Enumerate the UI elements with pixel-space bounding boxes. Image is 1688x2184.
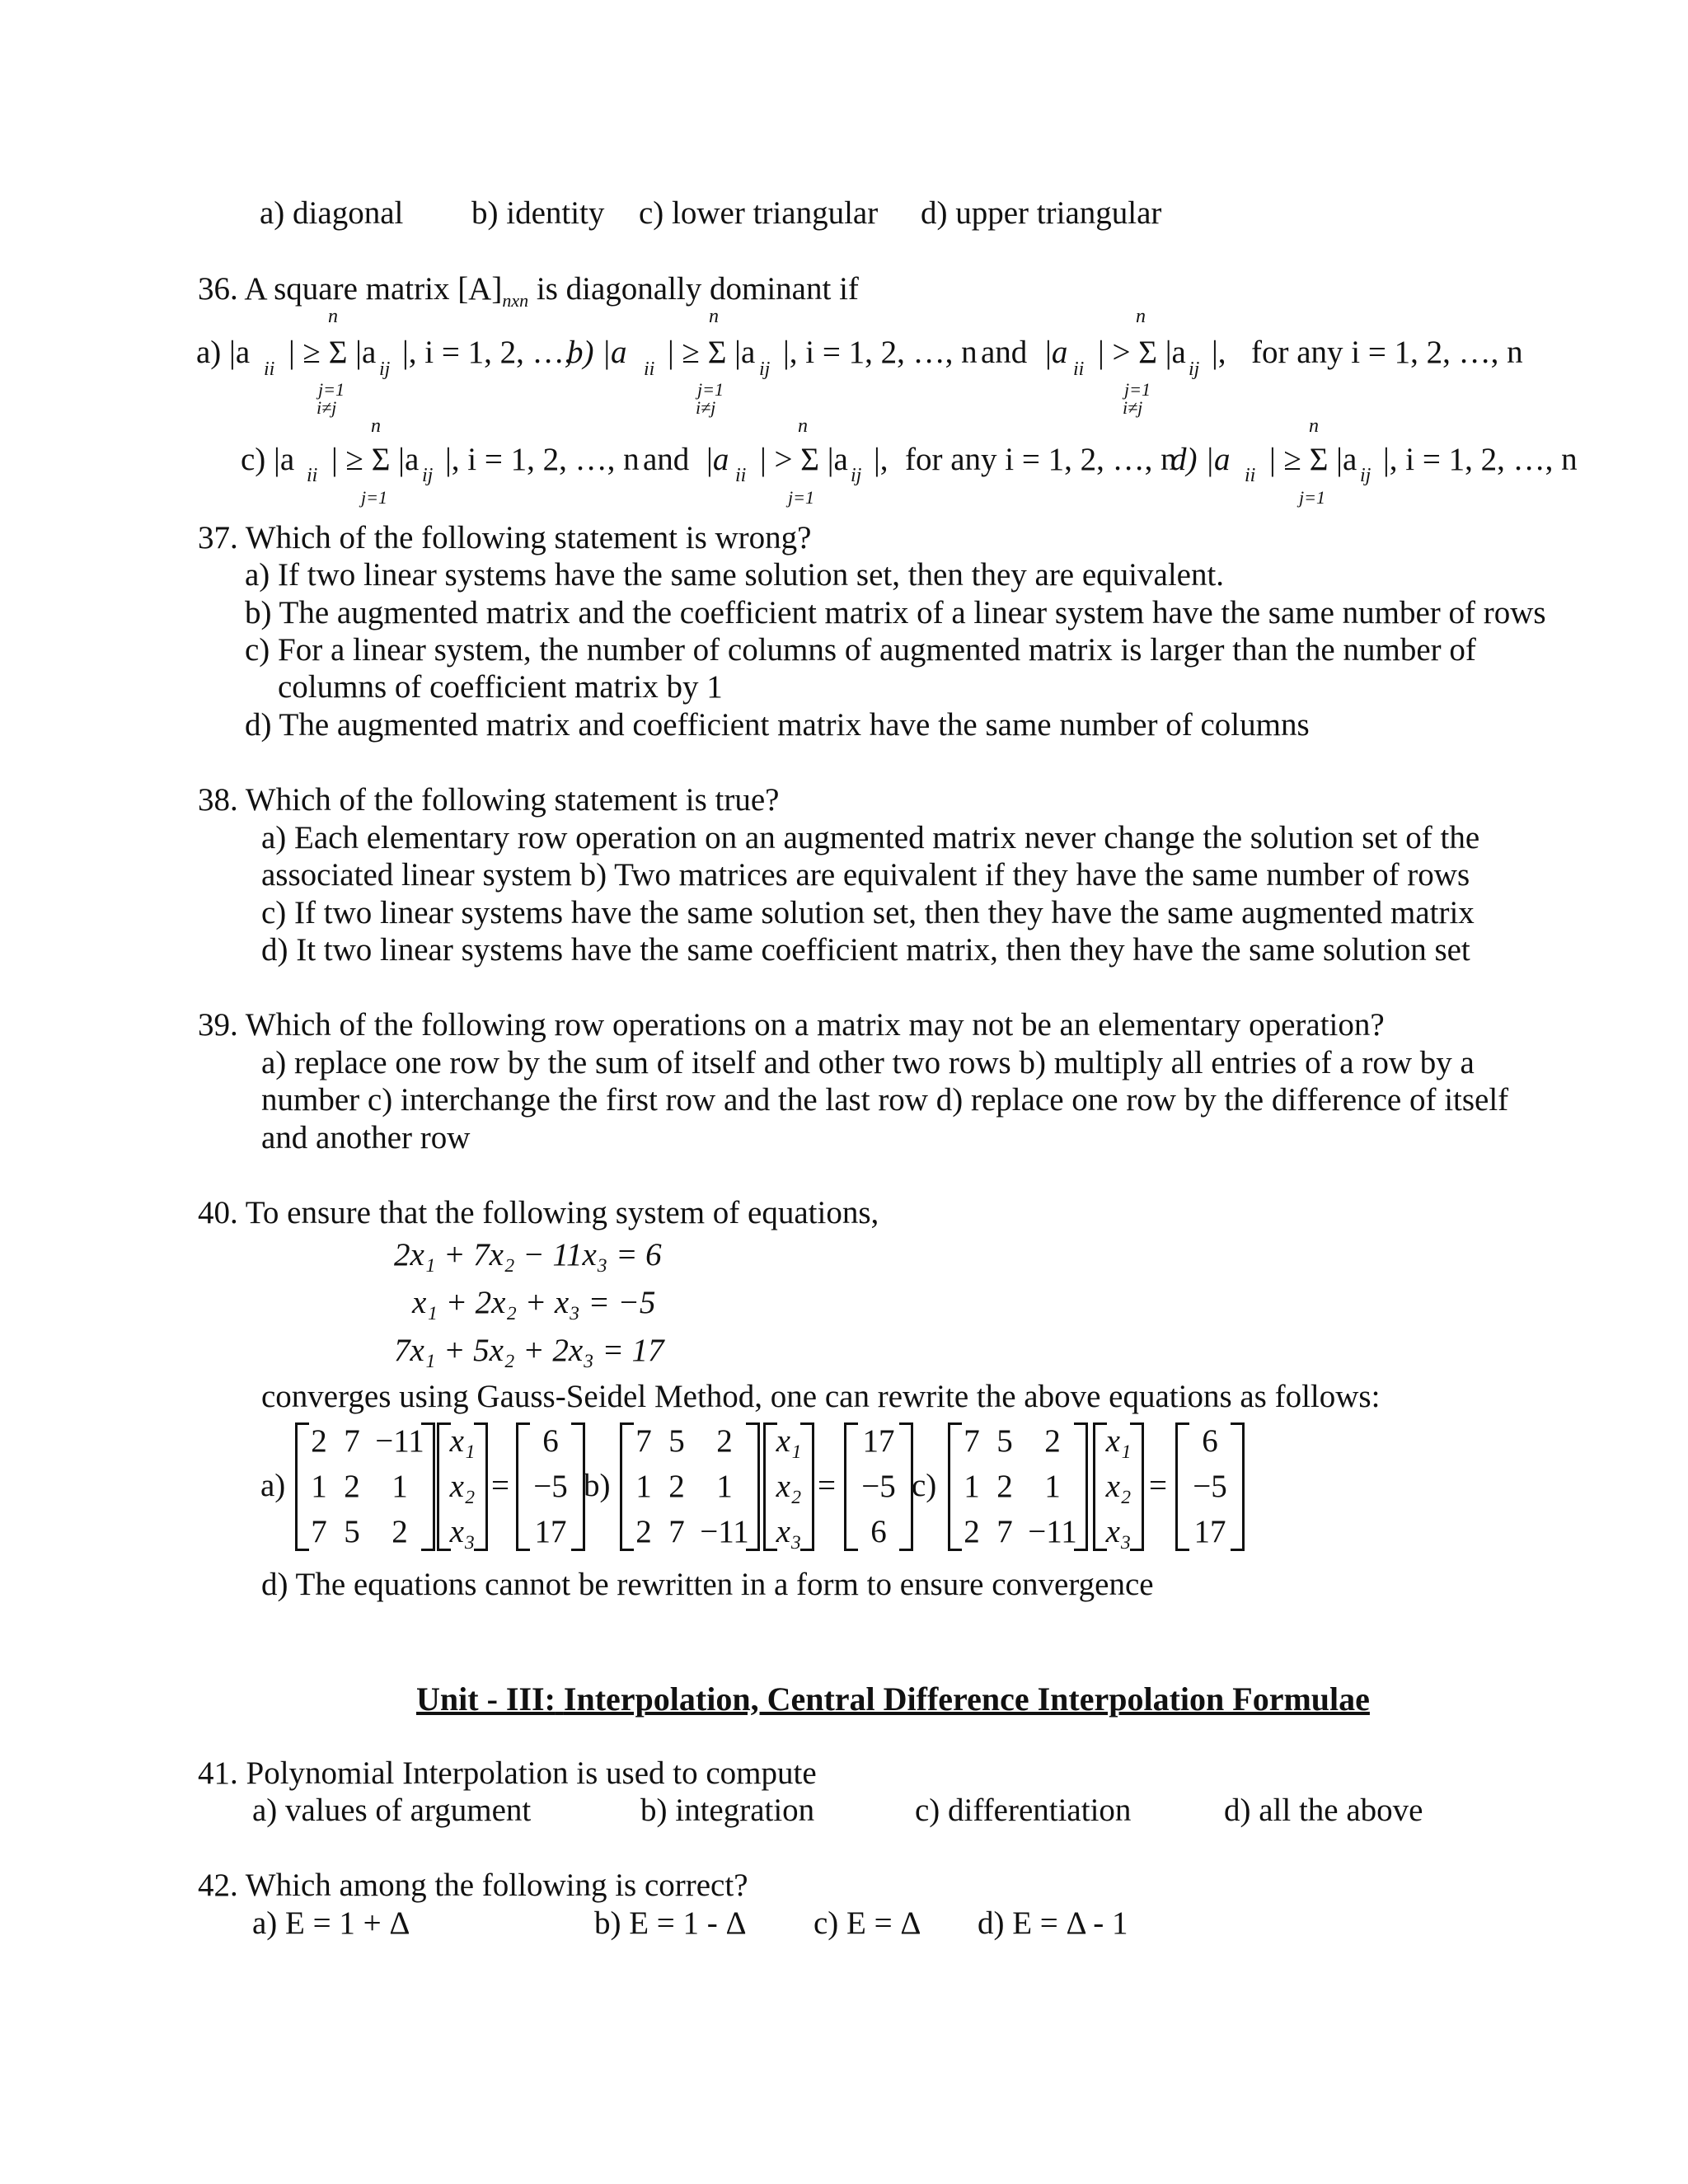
unit-heading-title: Interpolation, Central Difference Interpolation Formulae (563, 1680, 1370, 1718)
matrix-cell: 2 (635, 1514, 652, 1549)
matrix-cell: 2 (668, 1469, 685, 1504)
q36-opt-a-inej: i≠j (316, 397, 337, 418)
q40-c-x-vector (1093, 1422, 1144, 1551)
q42-option-a: a) E = 1 + Δ (252, 1905, 410, 1941)
matrix-cell: 2 (311, 1423, 327, 1459)
q36-opt-c-label: c) |a (241, 442, 295, 477)
q41-option-c: c) differentiation (915, 1793, 1132, 1828)
vector-cell: −5 (533, 1469, 568, 1504)
q36-stem-sub: nxn (502, 289, 529, 311)
matrix-cell: 1 (635, 1469, 652, 1504)
matrix-cell: −11 (1028, 1514, 1077, 1549)
q36-opt-d-label: d) |a (1170, 442, 1231, 477)
q36-opt-b-relation: | ≥ Σ |a (668, 335, 756, 370)
q36-opt-c-j1-2: j=1 (788, 487, 814, 508)
matrix-cell: 5 (344, 1514, 360, 1549)
q41-option-d: d) all the above (1224, 1793, 1423, 1828)
q36-opt-d-range: |, i = 1, 2, …, n (1383, 442, 1578, 477)
vector-cell: x₁ (776, 1423, 802, 1459)
matrix-cell: 5 (996, 1423, 1013, 1459)
q42-option-d: d) E = Δ - 1 (978, 1905, 1128, 1941)
q41-stem: 41. Polynomial Interpolation is used to compute (198, 1755, 817, 1791)
matrix-cell: 2 (716, 1423, 733, 1459)
q37-stem: 37. Which of the following statement is wrong? (198, 520, 812, 555)
q36-opt-b-inej-2: i≠j (1123, 397, 1143, 418)
q36-opt-d-n: n (1309, 415, 1319, 437)
q36-opt-b-range: |, i = 1, 2, …, n (783, 335, 978, 370)
q40-label-c: c) (912, 1468, 937, 1503)
q36-opt-a-sub-ij: ij (379, 359, 391, 380)
q36-opt-b-j1-2: j=1 (1124, 379, 1151, 400)
q40-a-equals: = (491, 1468, 509, 1503)
q40-label-b: b) (584, 1468, 611, 1503)
q39-stem: 39. Which of the following row operations on a matrix may not be an elementary operation? (198, 1007, 1385, 1043)
q40-b-rhs-vector (844, 1422, 913, 1551)
q40-a-rhs-vector (516, 1422, 585, 1551)
q42-stem: 42. Which among the following is correct? (198, 1868, 748, 1903)
q36-opt-c-n-2: n (798, 415, 808, 437)
q36-opt-a-sub-ii: ii (264, 359, 275, 380)
q40-options-matrices (260, 1419, 1464, 1559)
q36-opt-d-sub-ij: ij (1360, 465, 1372, 486)
q36-opt-a-range: |, i = 1, 2, …, (402, 335, 573, 370)
q35-option-c: c) lower triangular (639, 195, 879, 231)
q36-opt-c-j1: j=1 (361, 487, 387, 508)
q36-opt-b-n: n (709, 306, 719, 327)
q36-opt-c-comma: |, (874, 442, 889, 477)
q36-opt-c-n: n (371, 415, 381, 437)
matrix-cell: 7 (996, 1514, 1013, 1549)
q40-stem: 40. To ensure that the following system of equations, (198, 1195, 879, 1230)
q36-opt-b-comma: |, (1212, 335, 1226, 370)
vector-cell: x₁ (1105, 1423, 1132, 1459)
q36-options-cd: c) |a ii | ≥ Σ |a ij |, i = 1, 2, …, n n j=1 and |a ii | > Σ |a ij |, n j=1 for any i = 1, 2, …, n d) |a ii | ≥ Σ |a ij |, i = 1, 2, …, n n j=1 (241, 415, 1578, 508)
q40-b-x-vector (763, 1422, 814, 1551)
matrix-cell: 5 (668, 1423, 685, 1459)
q37-option-a: a) If two linear systems have the same solution set, then they are equivalent. (245, 557, 1225, 593)
matrix-cell: 1 (311, 1469, 327, 1504)
matrix-cell: 7 (964, 1423, 980, 1459)
q36-opt-d-relation: | ≥ Σ |a (1269, 442, 1357, 477)
matrix-cell: 2 (392, 1514, 408, 1549)
q36-opt-b-sub-ii: ii (644, 359, 655, 380)
q40-b-coeff-matrix (620, 1422, 760, 1551)
q36-opt-b-j1: j=1 (697, 379, 724, 400)
q40-a-x-vector (437, 1422, 488, 1551)
q36-opt-c-greater: | > Σ |a (760, 442, 848, 477)
q36-opt-a-relation: | ≥ Σ |a (288, 335, 377, 370)
matrix-cell: 7 (344, 1423, 360, 1459)
matrix-cell: 1 (964, 1469, 980, 1504)
q36-stem-pre: 36. A square matrix [A] (198, 271, 503, 307)
matrix-cell: 2 (344, 1469, 360, 1504)
matrix-cell: 1 (392, 1469, 408, 1504)
q40-c-coeff-matrix (948, 1422, 1088, 1551)
q37-option-b: b) The augmented matrix and the coefficient matrix of a linear system have the same number of rows (245, 595, 1546, 630)
matrix-cell: 7 (311, 1514, 327, 1549)
q36-opt-c-sub-ij: ij (422, 465, 434, 486)
q36-opt-b-and: and (981, 335, 1028, 370)
q36-opt-a-n: n (328, 306, 338, 327)
q40-label-a: a) (260, 1468, 286, 1503)
q40-equation-3: 7x₁ + 5x₂ + 2x₃ = 17 (394, 1333, 664, 1368)
q36-opt-c-sub-ii: ii (307, 465, 318, 486)
q40-a-coeff-matrix (295, 1422, 435, 1551)
vector-cell: 17 (534, 1514, 567, 1549)
q40-c-rhs-vector (1175, 1422, 1245, 1551)
q40-b-equals: = (818, 1468, 836, 1503)
q36-opt-c-relation: | ≥ Σ |a (331, 442, 420, 477)
q40-c-equals: = (1149, 1468, 1167, 1503)
q36-opt-a-label: a) |a (196, 335, 251, 370)
q36-opt-b-sub-ij-2: ij (1189, 359, 1200, 380)
matrix-cell: 7 (668, 1514, 685, 1549)
q39-line1: a) replace one row by the sum of itself and other two rows b) multiply all entries of a row by a (261, 1045, 1475, 1080)
vector-cell: x₃ (1105, 1514, 1132, 1549)
q37-option-c-line2: columns of coefficient matrix by 1 (278, 669, 723, 705)
matrix-cell: 1 (1044, 1469, 1061, 1504)
q36-opt-d-sub-ii: ii (1245, 465, 1256, 486)
matrix-cell: −11 (375, 1423, 424, 1459)
vector-cell: 17 (862, 1423, 895, 1459)
q39-line2: number c) interchange the first row and the last row d) replace one row by the difference of itself (261, 1082, 1509, 1118)
q36-opt-b-n-2: n (1136, 306, 1146, 327)
matrix-cell: 1 (716, 1469, 733, 1504)
q37-option-c-line1: c) For a linear system, the number of columns of augmented matrix is larger than the number of (245, 632, 1476, 668)
q36-opt-c-sub-ii-2: ii (735, 465, 747, 486)
vector-cell: −5 (861, 1469, 896, 1504)
q36-opt-b-sub-ij: ij (759, 359, 771, 380)
vector-cell: x₂ (776, 1469, 802, 1504)
q36-opt-b-greater: | > Σ |a (1098, 335, 1186, 370)
matrix-cell: 2 (996, 1469, 1013, 1504)
vector-cell: −5 (1193, 1469, 1227, 1504)
q40-equation-1: 2x₁ + 7x₂ − 11x₃ = 6 (394, 1237, 662, 1272)
q36-opt-b-label: b) |a (567, 335, 627, 370)
q37-option-d: d) The augmented matrix and coefficient matrix have the same number of columns (245, 707, 1310, 743)
q36-opt-c-and: and (643, 442, 690, 477)
q36-stem-post: is diagonally dominant if (528, 271, 859, 307)
unit-heading (416, 1680, 1370, 1718)
q36-opt-b-inej: i≠j (696, 397, 716, 418)
q36-opt-c-for-any: for any i = 1, 2, …, n (905, 442, 1177, 477)
vector-cell: x₂ (449, 1469, 476, 1504)
vector-cell: 17 (1193, 1514, 1226, 1549)
matrix-cell: 2 (1044, 1423, 1061, 1459)
vector-cell: x₁ (449, 1423, 476, 1459)
vector-cell: 6 (870, 1514, 887, 1549)
vector-cell: x₂ (1105, 1469, 1132, 1504)
q36-opt-b-for-any: for any i = 1, 2, …, n (1251, 335, 1523, 370)
matrix-cell: −11 (700, 1514, 749, 1549)
q41-option-b: b) integration (640, 1793, 815, 1828)
q36-opt-b-sub-ii-2: ii (1073, 359, 1085, 380)
q39-line3: and another row (261, 1120, 471, 1155)
matrix-cell: 7 (635, 1423, 652, 1459)
q35-option-d: d) upper triangular (921, 195, 1162, 231)
q42-option-b: b) E = 1 - Δ (594, 1905, 747, 1941)
matrix-cell: 2 (964, 1514, 980, 1549)
q35-option-b: b) identity (471, 195, 605, 231)
q36-opt-c-range: |, i = 1, 2, …, n (445, 442, 640, 477)
q38-line3: c) If two linear systems have the same solution set, then they have the same augmented matrix (261, 895, 1475, 930)
q40-equation-2: x₁ + 2x₂ + x₃ = −5 (412, 1285, 656, 1320)
q36-opt-c-sub-ij-2: ij (851, 465, 862, 486)
q38-line2: associated linear system b) Two matrices are equivalent if they have the same number of rows (261, 857, 1470, 893)
vector-cell: 6 (542, 1423, 559, 1459)
vector-cell: 6 (1202, 1423, 1218, 1459)
q40-option-d: d) The equations cannot be rewritten in a form to ensure convergence (261, 1567, 1154, 1602)
q36-opt-a-j1: j=1 (318, 379, 345, 400)
vector-cell: x₃ (449, 1514, 476, 1549)
q38-stem: 38. Which of the following statement is true? (198, 782, 780, 818)
q35-option-a: a) diagonal (260, 195, 404, 231)
unit-heading-prefix: Unit - III: (416, 1680, 556, 1718)
q38-line1: a) Each elementary row operation on an augmented matrix never change the solution set of the (261, 820, 1480, 855)
q41-option-a: a) values of argument (252, 1793, 532, 1828)
q42-option-c: c) E = Δ (814, 1905, 921, 1941)
q36-opt-d-j1: j=1 (1299, 487, 1325, 508)
q40-converges: converges using Gauss-Seidel Method, one can rewrite the above equations as follows: (261, 1379, 1381, 1414)
q36-options-ab: a) |a ii | ≥ Σ |a ij |, i = 1, 2, …, n j=1 i≠j b) |a ii | ≥ Σ |a ij |, i = 1, 2, …, n n j=1 i≠j and |a ii | > Σ |a ij |, n j=1 i≠j for any i = 1, 2, …, n (196, 306, 1523, 418)
vector-cell: x₃ (776, 1514, 802, 1549)
q38-line4: d) It two linear systems have the same coefficient matrix, then they have the same solution set (261, 932, 1470, 968)
